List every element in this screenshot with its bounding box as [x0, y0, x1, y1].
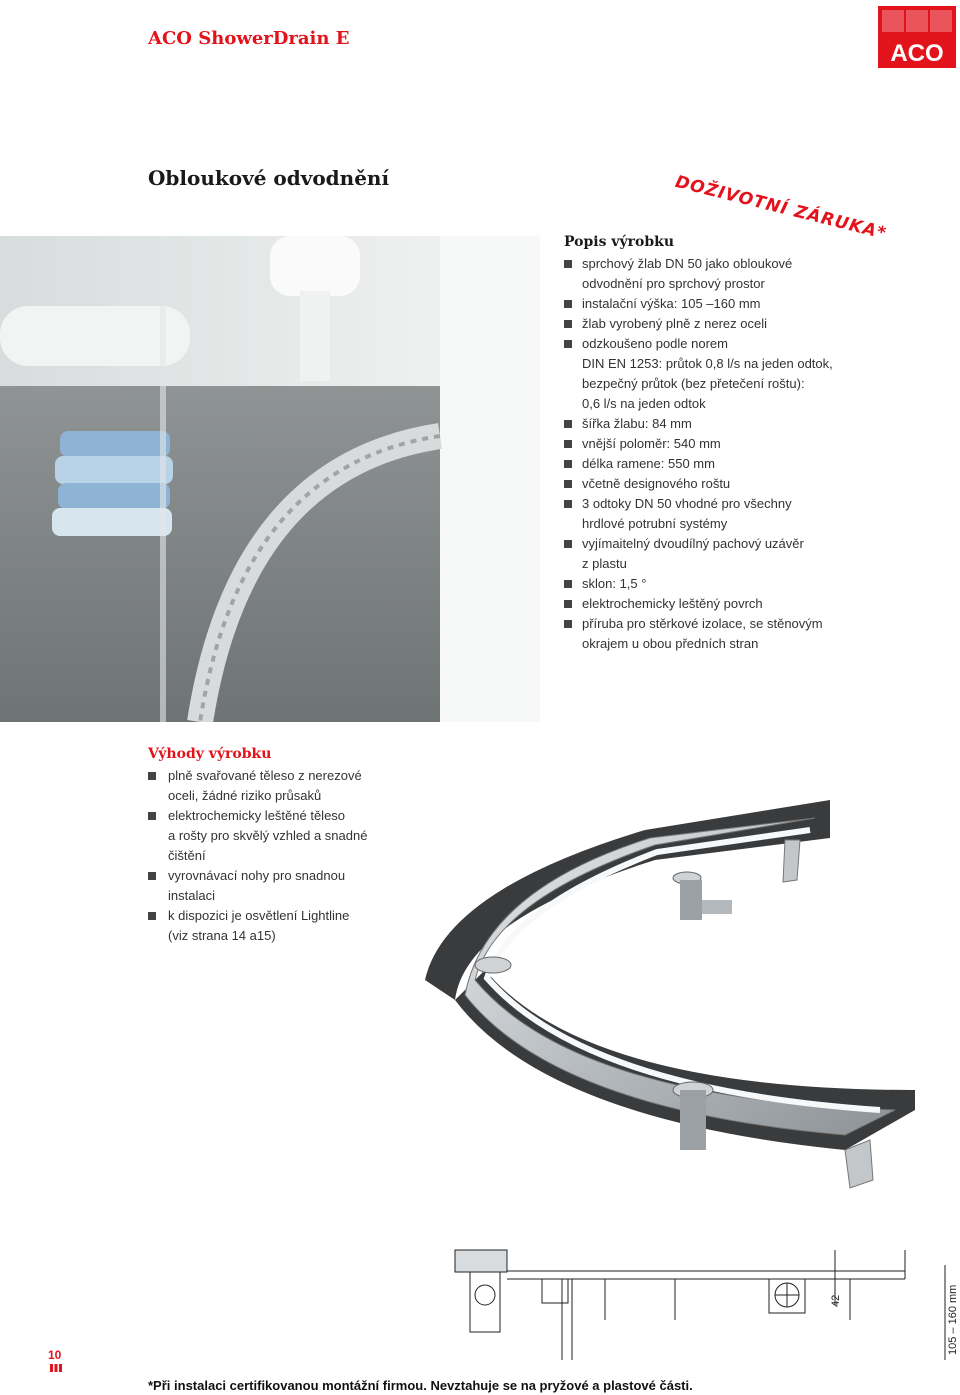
- page-number: 10: [48, 1348, 62, 1362]
- list-item: příruba pro stěrkové izolace, se stěnovým okrajem u obou předních stran: [564, 614, 954, 654]
- list-item: šířka žlabu: 84 mm: [564, 414, 954, 434]
- page-title: Obloukové odvodnění: [148, 166, 390, 190]
- bullet-icon: [564, 320, 572, 328]
- bullet-icon: [564, 500, 572, 508]
- dimension-height: 105 – 160 mm: [947, 1284, 959, 1355]
- list-item: vyrovnávací nohy pro snadnou instalaci: [148, 866, 408, 906]
- list-item: plně svařované těleso z nerezové oceli, žádné riziko průsaků: [148, 766, 408, 806]
- bullet-icon: [564, 620, 572, 628]
- list-item: délka ramene: 550 mm: [564, 454, 954, 474]
- bullet-icon: [564, 460, 572, 468]
- bullet-icon: [148, 772, 156, 780]
- bullet-icon: [564, 600, 572, 608]
- bullet-icon: [564, 300, 572, 308]
- bullet-icon: [148, 812, 156, 820]
- bullet-icon: [564, 420, 572, 428]
- product-benefits-list: [148, 766, 408, 946]
- bullet-icon: [564, 480, 572, 488]
- logo-text: ACO: [890, 40, 944, 67]
- curved-drain-illustration: [425, 790, 925, 1230]
- product-description-list: [564, 254, 954, 654]
- list-item: sklon: 1,5 °: [564, 574, 954, 594]
- list-item: 3 odtoky DN 50 vhodné pro všechny hrdlové potrubní systémy: [564, 494, 954, 534]
- product-benefits-title: Výhody výrobku: [148, 746, 272, 762]
- product-description-title: Popis výrobku: [564, 234, 675, 250]
- list-item: odzkoušeno podle norem DIN EN 1253: průtok 0,8 l/s na jeden odtok, bezpečný průtok (bez přetečení roštu): 0,6 l/s na jeden odtok: [564, 334, 954, 414]
- bullet-icon: [564, 580, 572, 588]
- footnote: *Při instalaci certifikovanou montážní firmou. Nevztahuje se na pryžové a plastové části.: [148, 1378, 693, 1393]
- bathroom-photo: [0, 236, 540, 722]
- product-benefits: [148, 746, 408, 946]
- list-item: žlab vyrobený plně z nerez oceli: [564, 314, 954, 334]
- bullet-icon: [564, 260, 572, 268]
- bullet-icon: [564, 340, 572, 348]
- list-item: elektrochemicky leštěný povrch: [564, 594, 954, 614]
- aco-logo: [878, 6, 956, 68]
- bullet-icon: [148, 872, 156, 880]
- dimension-depth: 42: [830, 1294, 842, 1307]
- lifetime-warranty-stamp: DOŽIVOTNÍ ZÁRUKA*: [673, 172, 889, 244]
- list-item: instalační výška: 105 –160 mm: [564, 294, 954, 314]
- list-item: vnější poloměr: 540 mm: [564, 434, 954, 454]
- bullet-icon: [148, 912, 156, 920]
- list-item: včetně designového roštu: [564, 474, 954, 494]
- bullet-icon: [564, 540, 572, 548]
- product-description: [564, 234, 954, 654]
- list-item: sprchový žlab DN 50 jako obloukové odvodnění pro sprchový prostor: [564, 254, 954, 294]
- bullet-icon: [564, 440, 572, 448]
- list-item: k dispozici je osvětlení Lightline (viz strana 14 a15): [148, 906, 408, 946]
- brand-title: ACO ShowerDrain E: [148, 28, 350, 49]
- list-item: vyjímaitelný dvoudílný pachový uzávěr z plastu: [564, 534, 954, 574]
- list-item: elektrochemicky leštěné těleso a rošty pro skvělý vzhled a snadné čištění: [148, 806, 408, 866]
- page-marker-icon: [50, 1364, 62, 1372]
- dimension-drawing: [450, 1245, 960, 1360]
